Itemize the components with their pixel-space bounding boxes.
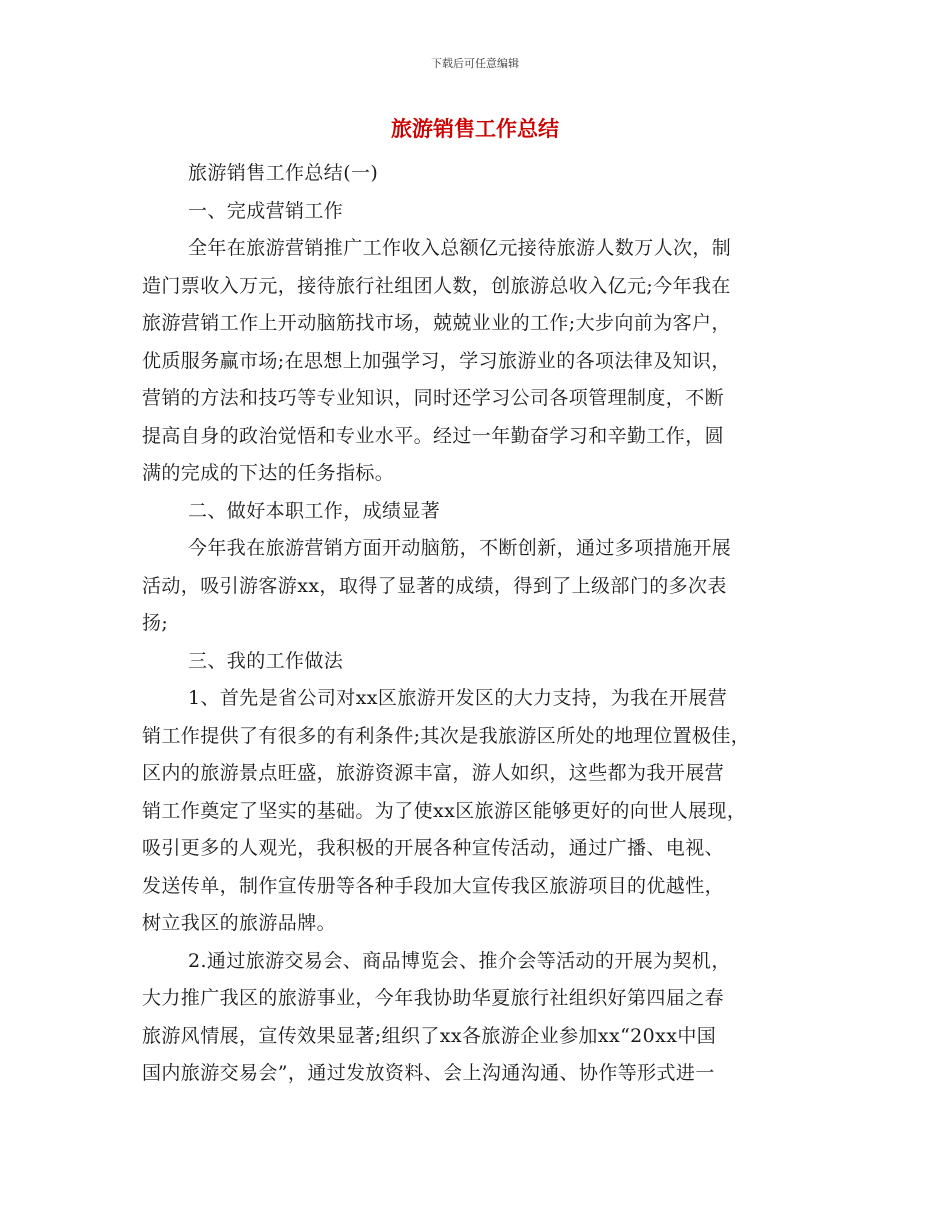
document-body (142, 155, 822, 1093)
text-line: 树立我区的旅游品牌。 (142, 912, 337, 934)
text-line: 吸引更多的人观光，我积极的开展各种宣传活动，通过广播、电视、 (142, 837, 725, 859)
text-line: 活动，吸引游客游xx，取得了显著的成绩，得到了上级部门的多次表 (142, 574, 727, 597)
text-line: 旅游营销工作上开动脑筋找市场，兢兢业业的工作;大步向前为客户， (142, 312, 731, 334)
text-line: 旅游风情展，宣传效果显著;组织了xx各旅游企业参加xx“20xx中国 (142, 1024, 717, 1047)
document-title: 旅游销售工作总结 (391, 117, 559, 141)
text-line: 销工作提供了有很多的有利条件;其次是我旅游区所处的地理位置极佳， (142, 724, 751, 747)
text-line: 区内的旅游景点旺盛，旅游资源丰富，游人如织，这些都为我开展营 (142, 762, 725, 784)
text-line: 优质服务赢市场;在思想上加强学习，学习旅游业的各项法律及知识， (142, 349, 731, 372)
text-line: 大力推广我区的旅游事业，今年我协助华夏旅行社组织好第四届之春 (142, 987, 725, 1009)
text-line: 扬; (142, 612, 169, 634)
text-line: 提高自身的政治觉悟和专业水平。经过一年勤奋学习和辛勤工作，圆 (142, 424, 725, 447)
text-line: 营销的方法和技巧等专业知识，同时还学习公司各项管理制度，不断 (142, 387, 725, 409)
text-line: 三、我的工作做法 (188, 649, 344, 672)
header-note: 下载后可任意编辑 (431, 57, 519, 70)
text-line: 1、首先是省公司对xx区旅游开发区的大力支持，为我在开展营 (188, 687, 728, 709)
text-line: 一、完成营销工作 (188, 199, 344, 222)
text-line: 旅游销售工作总结(一) (188, 162, 379, 184)
text-line: 国内旅游交易会”，通过发放资料、会上沟通沟通、协作等形式进一 (142, 1062, 715, 1084)
text-line: 2.通过旅游交易会、商品博览会、推介会等活动的开展为契机， (188, 949, 731, 972)
text-line: 发送传单，制作宣传册等各种手段加大宣传我区旅游项目的优越性， (142, 874, 725, 897)
text-line: 今年我在旅游营销方面开动脑筋，不断创新，通过多项措施开展 (188, 537, 732, 559)
text-line: 销工作奠定了坚实的基础。为了使xx区旅游区能够更好的向世人展现， (142, 799, 747, 822)
text-line: 二、做好本职工作，成绩显著 (188, 499, 441, 522)
text-line: 满的完成的下达的任务指标。 (142, 462, 395, 484)
text-line: 造门票收入万元，接待旅行社组团人数，创旅游总收入亿元;今年我在 (142, 274, 731, 297)
text-line: 全年在旅游营销推广工作收入总额亿元接待旅游人数万人次，制 (188, 237, 732, 259)
